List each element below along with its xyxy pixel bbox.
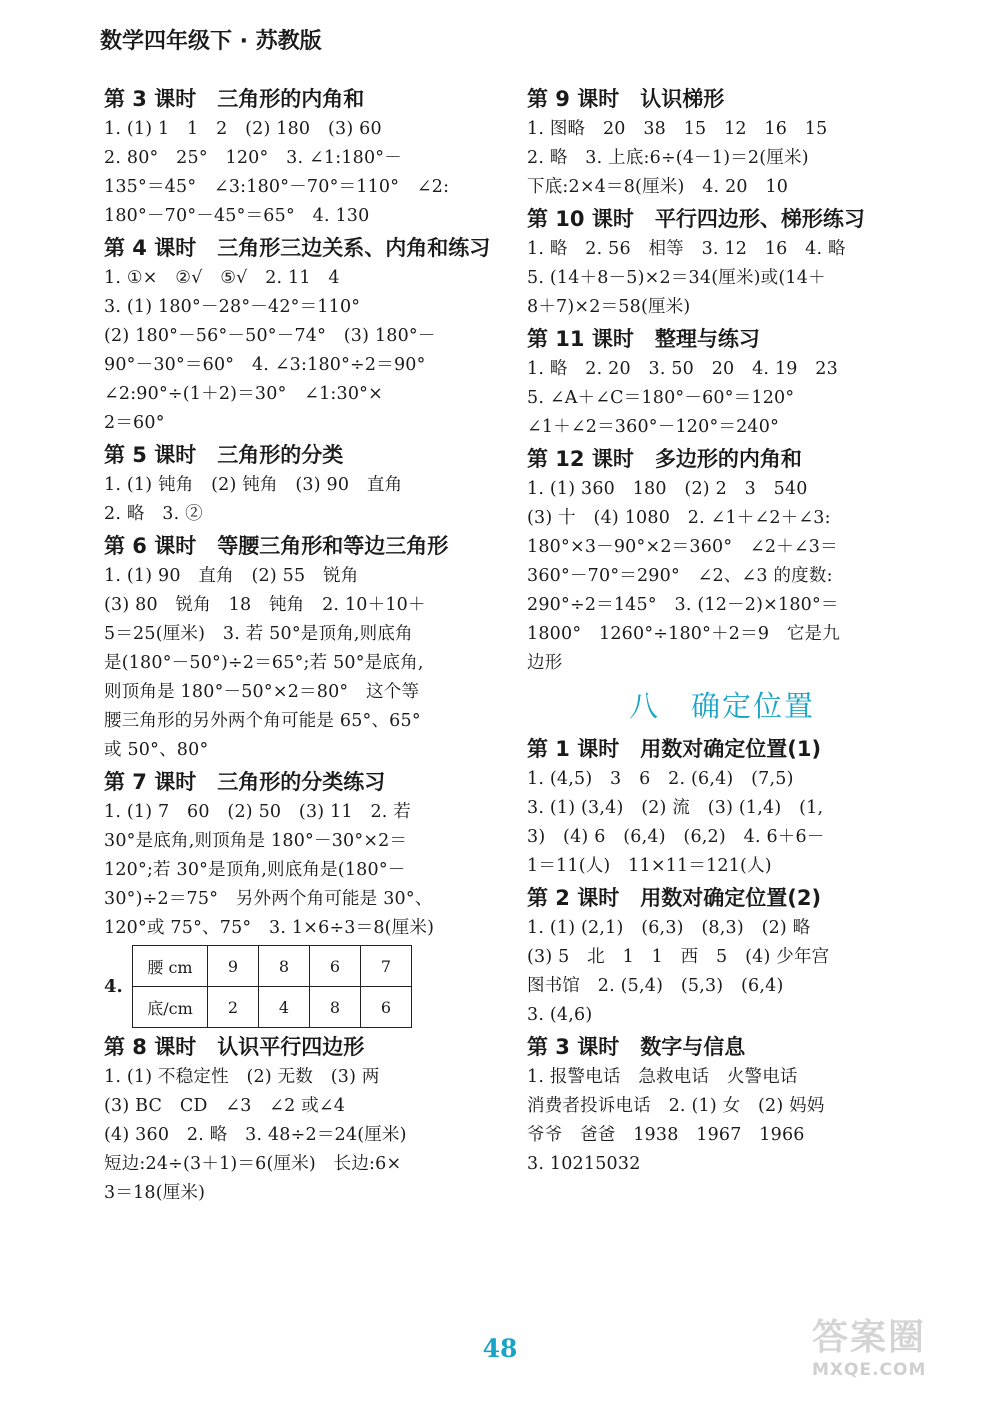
watermark-text: 答案圈 [812,1317,927,1358]
answer-line: 1800° 1260°÷180°＋2＝9 它是九 [527,624,840,644]
table-cell: 8 [259,946,310,987]
answer-line: 5＝25(厘米) 3. 若 50°是顶角,则底角 [104,624,413,644]
answer-line: 1. 略 2. 56 相等 3. 12 16 4. 略 [527,239,846,259]
answer-line: 30°)÷2＝75° 另外两个角可能是 30°、 [104,889,433,909]
table-cell: 腰 cm [133,946,208,987]
lesson-title: 第 3 课时 三角形的内角和 [104,87,365,111]
lesson-section [104,531,492,765]
lesson-section [104,233,492,438]
answer-line: 120°;若 30°是顶角,则底角是(180°－ [104,860,406,880]
left-sections [104,84,492,1208]
table-cell: 6 [361,987,412,1028]
answer-line: 消费者投诉电话 2. (1) 女 (2) 妈妈 [527,1096,825,1116]
lesson-title: 第 12 课时 多边形的内角和 [527,447,802,471]
table-cell: 7 [361,946,412,987]
answer-line: 2. 略 3. 上底:6÷(4－1)＝2(厘米) [527,148,809,168]
answer-line: 120°或 75°、75° 3. 1×6÷3＝8(厘米) [104,918,435,938]
answer-line: 2. 略 3. ② [104,504,203,524]
answer-line: 1. (1) (2,1) (6,3) (8,3) (2) 略 [527,918,811,938]
answer-line: 360°－70°＝290° ∠2、∠3 的度数: [527,566,833,586]
answer-line: 3＝18(厘米) [104,1183,206,1203]
table-row [133,987,412,1028]
table-cell: 9 [208,946,259,987]
watermark-logo [812,1316,984,1396]
lesson-title: 第 5 课时 三角形的分类 [104,443,344,467]
answer-line: 3. (1) (3,4) (2) 流 (3) (1,4) (1, [527,798,824,818]
lesson-title: 第 1 课时 用数对确定位置(1) [527,737,822,761]
answer-line: 1. 报警电话 急救电话 火警电话 [527,1067,798,1087]
answer-line: 30°是底角,则顶角是 180°－30°×2＝ [104,831,408,851]
answer-line: 1. 图略 20 38 15 12 16 15 [527,119,828,139]
answer-line: 290°÷2＝145° 3. (12－2)×180°＝ [527,595,839,615]
answer-line: 180°×3－90°×2＝360° ∠2＋∠3＝ [527,537,838,557]
unit-title: 八 确定位置 [628,689,815,723]
right-column [527,82,917,1179]
lesson-section [104,1032,492,1208]
lesson-title: 第 9 课时 认识梯形 [527,87,725,111]
table-cell: 4 [259,987,310,1028]
lesson-title: 第 7 课时 三角形的分类练习 [104,770,386,794]
answer-line: 3. (4,6) [527,1005,593,1025]
answer-table-row [104,945,492,1028]
book-header: 数学四年级下 · 苏教版 [100,29,322,54]
lesson-section [104,767,492,943]
answer-line: 2＝60° [104,413,165,433]
lesson-section [527,734,917,881]
answer-line: 3. (1) 180°－28°－42°＝110° [104,297,361,317]
lesson-section [527,883,917,1030]
answer-line: 90°－30°＝60° 4. ∠3:180°÷2＝90° [104,355,426,375]
lesson-title: 第 4 课时 三角形三边关系、内角和练习 [104,236,491,260]
answer-line: 下底:2×4＝8(厘米) 4. 20 10 [527,177,789,197]
answer-line: 腰三角形的另外两个角可能是 65°、65° [104,711,421,731]
answer-line: 1. 略 2. 20 3. 50 20 4. 19 23 [527,359,838,379]
answer-line: 8＋7)×2＝58(厘米) [527,297,691,317]
answer-table [132,945,412,1028]
answer-line: 1＝11(人) 11×11＝121(人) [527,856,772,876]
answer-line: 180°－70°－45°＝65° 4. 130 [104,206,370,226]
answer-line: 图书馆 2. (5,4) (5,3) (6,4) [527,976,784,996]
answer-line: 或 50°、80° [104,740,209,760]
lesson-section [527,1032,917,1179]
answer-line: 5. ∠A＋∠C＝180°－60°＝120° [527,388,795,408]
answer-line: 1. (1) 不稳定性 (2) 无数 (3) 两 [104,1067,380,1087]
lesson-title: 第 2 课时 用数对确定位置(2) [527,886,822,910]
answer-line: 爷爷 爸爸 1938 1967 1966 [527,1125,805,1145]
answer-line: (2) 180°－56°－50°－74° (3) 180°－ [104,326,436,346]
right-sections [527,84,917,678]
unit-sections [527,734,917,1179]
answer-line: (3) BC CD ∠3 ∠2 或∠4 [104,1096,346,1116]
lesson-title: 第 6 课时 等腰三角形和等边三角形 [104,534,449,558]
answer-line: 1. (1) 1 1 2 (2) 180 (3) 60 [104,119,382,139]
answer-line: (4) 360 2. 略 3. 48÷2＝24(厘米) [104,1125,407,1145]
table-question-label: 4. [104,976,123,997]
answer-line: (3) 80 锐角 18 钝角 2. 10＋10＋ [104,595,426,615]
answer-line: 3. 10215032 [527,1154,641,1174]
answer-line: 3) (4) 6 (6,4) (6,2) 4. 6＋6－ [527,827,825,847]
answer-line: 1. ①× ②√ ⑤√ 2. 11 4 [104,268,340,288]
lesson-section [527,444,917,678]
answer-line: 短边:24÷(3＋1)＝6(厘米) 长边:6× [104,1154,402,1174]
answer-line: 1. (1) 钝角 (2) 钝角 (3) 90 直角 [104,475,403,495]
lesson-section [104,440,492,529]
answer-line: 边形 [527,653,563,673]
answer-line: ∠2:90°÷(1＋2)＝30° ∠1:30°× [104,384,383,404]
lesson-section [527,324,917,442]
page-number: 48 [482,1334,518,1363]
answer-line: 1. (4,5) 3 6 2. (6,4) (7,5) [527,769,794,789]
table-cell: 2 [208,987,259,1028]
lesson-section [104,84,492,231]
table-row [133,946,412,987]
lesson-title: 第 3 课时 数字与信息 [527,1035,746,1059]
lesson-section [527,204,917,322]
table-cell: 底/cm [133,987,208,1028]
watermark-url: MXQE.COM [812,1360,927,1380]
answer-line: 135°＝45° ∠3:180°－70°＝110° ∠2: [104,177,450,197]
lesson-section [527,84,917,202]
answer-line: 1. (1) 7 60 (2) 50 (3) 11 2. 若 [104,802,412,822]
answer-line: (3) 5 北 1 1 西 5 (4) 少年宫 [527,947,830,967]
answer-line: 2. 80° 25° 120° 3. ∠1:180°－ [104,148,402,168]
answer-line: 5. (14＋8－5)×2＝34(厘米)或(14＋ [527,268,826,288]
answer-line: (3) 十 (4) 1080 2. ∠1＋∠2＋∠3: [527,508,831,528]
lesson-title: 第 11 课时 整理与练习 [527,327,760,351]
lesson-title: 第 10 课时 平行四边形、梯形练习 [527,207,865,231]
lesson-title: 第 8 课时 认识平行四边形 [104,1035,365,1059]
answer-line: ∠1＋∠2＝360°－120°＝240° [527,417,780,437]
table-cell: 6 [310,946,361,987]
left-column [104,82,492,1208]
answer-line: 1. (1) 90 直角 (2) 55 锐角 [104,566,359,586]
answer-line: 则顶角是 180°－50°×2＝80° 这个等 [104,682,420,702]
answer-line: 是(180°－50°)÷2＝65°;若 50°是底角, [104,653,424,673]
table-cell: 8 [310,987,361,1028]
answer-line: 1. (1) 360 180 (2) 2 3 540 [527,479,808,499]
